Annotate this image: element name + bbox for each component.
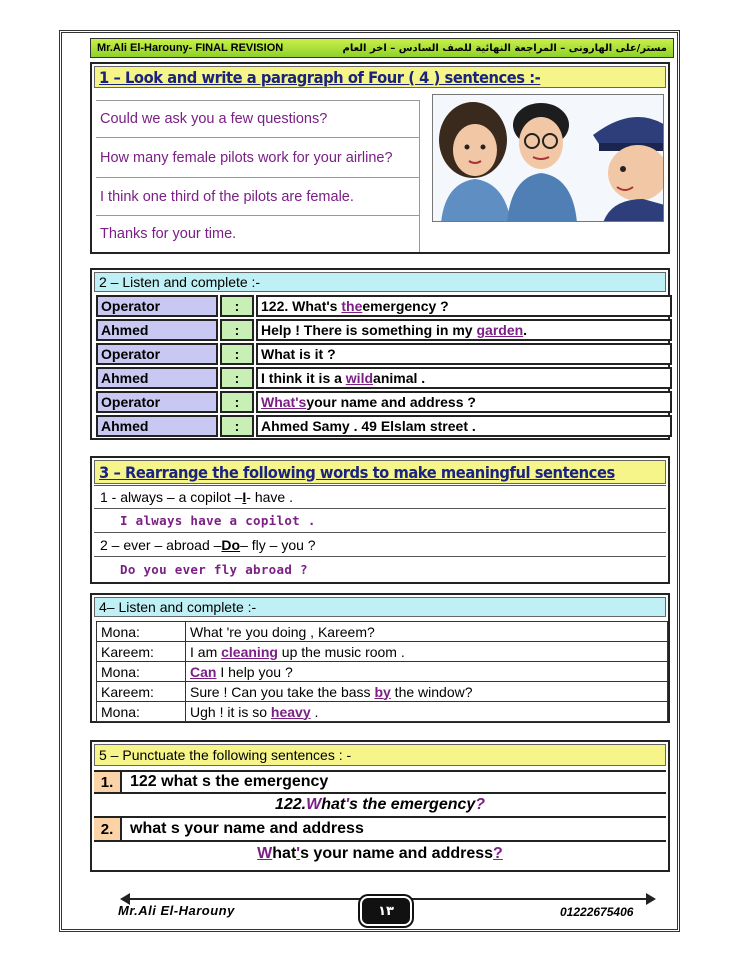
table-row xyxy=(97,622,668,642)
colon: : xyxy=(220,343,254,365)
header-title: Mr.Ali El-Harouny- FINAL REVISION xyxy=(97,42,284,54)
section-4-title-bar xyxy=(94,597,666,617)
colon: : xyxy=(220,367,254,389)
table-row xyxy=(97,682,668,702)
section-5-title: 5 – Punctuate the following sentences : - xyxy=(99,747,352,763)
section-3-title-bar xyxy=(94,460,666,484)
section-2-title-bar xyxy=(94,272,666,292)
dialogue-line: I think it is a wild animal . xyxy=(256,367,672,389)
section-5-title-bar xyxy=(94,744,666,766)
answer-word: garden xyxy=(476,322,524,338)
punctuate-answer: 122. W hat ' s the emergency ? xyxy=(94,794,666,818)
section-1 xyxy=(90,62,670,254)
speaker-name: Operator xyxy=(96,391,218,413)
dialogue-line: What 're you doing , Kareem? xyxy=(186,622,668,642)
dialogue-row xyxy=(96,367,674,389)
answer-word: What's xyxy=(261,394,307,410)
section-5 xyxy=(90,740,670,872)
dialogue-line: I am cleaning up the music room . xyxy=(186,642,668,662)
speaker-name: Mona: xyxy=(97,702,186,722)
rearrange-answer: I always have a copilot . xyxy=(94,509,666,533)
paragraph-sentence: How many female pilots work for your airline? xyxy=(96,138,420,178)
rearrange-question: 2 – ever – abroad – Do – fly – you ? xyxy=(94,533,666,557)
dialogue-row xyxy=(96,295,674,317)
section-2-title: 2 – Listen and complete :- xyxy=(99,274,261,290)
header-arabic-title: مستر/على الهارونى – المراجعة النهائية للصف السادس – اخر العام xyxy=(342,42,667,54)
speaker-name: Mona: xyxy=(97,622,186,642)
footer-author: Mr.Ali El-Harouny xyxy=(118,903,235,918)
section-4-title: 4– Listen and complete :- xyxy=(99,599,257,615)
page-number: ١٣ xyxy=(360,896,412,926)
speaker-name: Operator xyxy=(96,295,218,317)
dialogue-row xyxy=(96,415,674,437)
rearrange-answer: Do you ever fly abroad ? xyxy=(120,561,308,577)
paragraph-sentence: Thanks for your time. xyxy=(100,226,237,242)
speaker-name: Ahmed xyxy=(96,319,218,341)
dialogue-line: Ugh ! it is so heavy . xyxy=(186,702,668,722)
speaker-name: Operator xyxy=(96,343,218,365)
question-number: 1. xyxy=(94,772,122,792)
table-row xyxy=(97,662,668,682)
colon: : xyxy=(220,415,254,437)
arrow-right-icon xyxy=(646,893,656,905)
colon: : xyxy=(220,295,254,317)
question-text: what s your name and address xyxy=(130,820,364,837)
answer-word: the xyxy=(341,298,363,314)
dialogue-line: Sure ! Can you take the bass by the window? xyxy=(186,682,668,702)
colon: : xyxy=(220,391,254,413)
question-text: 122 what s the emergency xyxy=(130,773,329,790)
dialogue-line: 122. What's the emergency ? xyxy=(256,295,672,317)
punctuate-question xyxy=(94,770,666,794)
speaker-name: Kareem: xyxy=(97,642,186,662)
section-3-title: 3 – Rearrange the following words to make meaningful sentences xyxy=(99,462,615,482)
paragraph-sentence: Could we ask you a few questions? xyxy=(96,100,420,138)
answer-word: wild xyxy=(345,370,374,386)
dialogue-line: What is it ? xyxy=(256,343,672,365)
speaker-name: Ahmed xyxy=(96,415,218,437)
colon: : xyxy=(220,319,254,341)
table-row xyxy=(97,702,668,722)
cartoon-people-image xyxy=(433,95,664,222)
pilots-illustration xyxy=(432,94,664,222)
header-bar xyxy=(90,38,674,58)
dialogue-line: Can I help you ? xyxy=(186,662,668,682)
section-2 xyxy=(90,268,670,440)
speaker-name: Kareem: xyxy=(97,682,186,702)
dialogue-table xyxy=(96,621,668,722)
question-number: 2. xyxy=(94,818,122,840)
paragraph-sentence: I think one third of the pilots are female. xyxy=(96,178,420,216)
dialogue-row xyxy=(96,391,674,413)
dialogue-row xyxy=(96,343,674,365)
section-1-title: 1 – Look and write a paragraph of Four ( 4 ) sentences :- xyxy=(99,67,541,87)
dialogue-line: What's your name and address ? xyxy=(256,391,672,413)
footer-phone: 01222675406 xyxy=(560,905,634,919)
dialogue-line: Ahmed Samy . 49 Elslam street . xyxy=(256,415,672,437)
punctuate-question xyxy=(94,818,666,842)
punctuate-answer: W hat ' s your name and address ? xyxy=(257,845,503,862)
section-3 xyxy=(90,456,670,584)
dialogue-line: Help ! There is something in my garden . xyxy=(256,319,672,341)
dialogue-row xyxy=(96,319,674,341)
speaker-name: Ahmed xyxy=(96,367,218,389)
table-row xyxy=(97,642,668,662)
section-4 xyxy=(90,593,670,723)
speaker-name: Mona: xyxy=(97,662,186,682)
rearrange-question: 1 - always – a copilot – I - have . xyxy=(94,485,666,509)
section-1-title-bar xyxy=(94,66,666,88)
